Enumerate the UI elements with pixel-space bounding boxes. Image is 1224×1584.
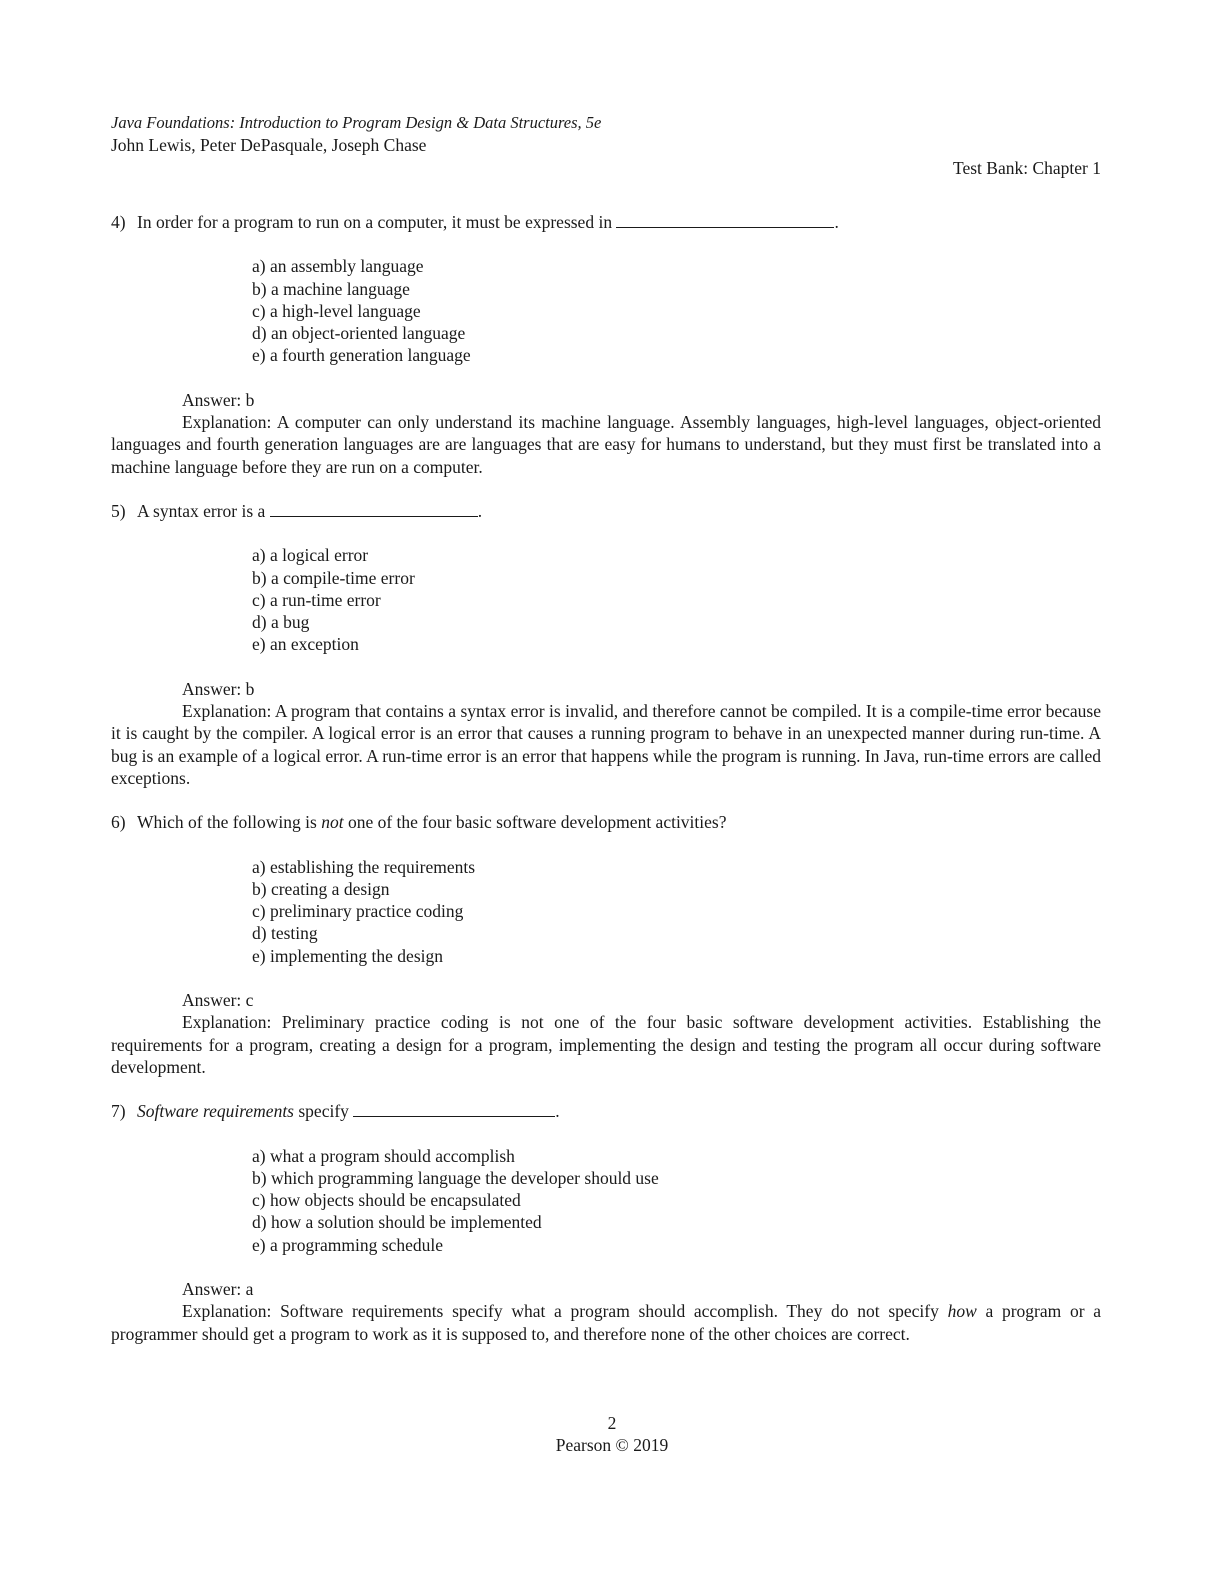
question-number: 6): [111, 812, 126, 833]
option-d: d) an object-oriented language: [252, 323, 466, 344]
prompt-emphasis: Software requirements: [137, 1101, 294, 1122]
prompt-end: one of the four basic software development activities?: [347, 812, 727, 833]
option-b: b) a compile-time error: [252, 567, 415, 588]
question-prompt: [111, 500, 1101, 522]
question-number: 5): [111, 500, 126, 521]
explanation: [111, 1300, 1101, 1345]
test-bank-label: Test Bank: Chapter 1: [953, 158, 1101, 178]
explanation: Explanation: A computer can only understand its machine language. Assembly languages, high-level languages, object-oriented languages and fourth generation languages are are languages that are easy for humans to understand, but they must first be translated into a machine language before they are run on a computer.: [111, 412, 1101, 477]
question-5: [111, 500, 1101, 789]
options-list: [252, 544, 1101, 655]
page-header: [111, 112, 1101, 179]
prompt-text: Which of the following is: [137, 812, 317, 833]
prompt-end: .: [477, 500, 483, 521]
option-c: c) a high-level language: [252, 300, 421, 321]
option-d: d) testing: [252, 923, 318, 944]
option-e: e) an exception: [252, 634, 359, 655]
answer-blank: [616, 212, 834, 228]
prompt-end: .: [555, 1101, 560, 1122]
option-a: a) a logical error: [252, 545, 369, 566]
copyright: Pearson © 2019: [555, 1435, 669, 1455]
prompt-emphasis: not: [321, 812, 344, 833]
answer: Answer: b: [182, 678, 255, 699]
option-e: e) implementing the design: [252, 945, 443, 966]
option-b: b) creating a design: [252, 878, 390, 899]
answer-blank: [270, 501, 478, 517]
explanation: Explanation: Preliminary practice coding is not one of the four basic software development activities. Establishing the requirements for a program, creating a design for a program, implementing the design and testing the program all occur during software development.: [111, 1012, 1101, 1077]
option-e: e) a programming schedule: [252, 1234, 443, 1255]
options-list: [252, 1145, 1101, 1256]
option-b: b) which programming language the developer should use: [252, 1167, 659, 1188]
question-number: 4): [111, 212, 126, 232]
question-prompt: [111, 811, 1101, 833]
prompt-end: .: [834, 212, 839, 232]
question-number: 7): [111, 1101, 126, 1122]
option-d: d) how a solution should be implemented: [252, 1212, 542, 1233]
options-list: [252, 255, 1101, 366]
explanation-emphasis: how: [947, 1301, 977, 1322]
option-b: b) a machine language: [252, 278, 410, 299]
answer-blank: [353, 1101, 555, 1117]
option-d: d) a bug: [252, 612, 310, 633]
question-prompt: [111, 1100, 1101, 1122]
option-a: a) what a program should accomplish: [252, 1145, 515, 1166]
question-4: [111, 211, 1101, 478]
option-e: e) a fourth generation language: [252, 345, 471, 366]
explanation-start: Explanation: Software requirements specify what a program should accomplish. They do not specify: [182, 1301, 939, 1322]
questions-content: [111, 211, 1101, 1345]
options-list: [252, 856, 1101, 967]
option-a: a) establishing the requirements: [252, 856, 476, 877]
book-title: Java Foundations: Introduction to Program Design & Data Structures, 5e: [111, 113, 602, 132]
answer: Answer: a: [182, 1278, 254, 1299]
option-c: c) a run-time error: [252, 589, 381, 610]
question-7: [111, 1100, 1101, 1345]
prompt-text: A syntax error is a: [137, 500, 266, 521]
answer: Answer: b: [182, 389, 255, 410]
option-c: c) preliminary practice coding: [252, 901, 464, 922]
question-prompt: [111, 211, 1101, 233]
answer: Answer: c: [182, 990, 254, 1011]
explanation-end: a program or a programmer should get a program to work as it is supposed to, and therefore none of the other choices are correct.: [111, 1301, 1102, 1344]
question-6: [111, 811, 1101, 1078]
page-number: 2: [607, 1413, 617, 1433]
explanation: Explanation: A program that contains a syntax error is invalid, and therefore cannot be compiled. It is a compile-time error because it is caught by the compiler. A logical error is an error that causes a running program to behave in an unexpected manner during run-time. A bug is an example of a logical error. A run-time error is an error that happens while the program is running. In Java, run-time errors are called exceptions.: [111, 701, 1101, 788]
option-a: a) an assembly language: [252, 256, 424, 277]
page-footer: [0, 1412, 1224, 1456]
option-c: c) how objects should be encapsulated: [252, 1190, 521, 1211]
prompt-text: In order for a program to run on a computer, it must be expressed in: [137, 212, 613, 232]
authors: John Lewis, Peter DePasquale, Joseph Chase: [111, 135, 427, 155]
prompt-text: specify: [298, 1101, 349, 1122]
